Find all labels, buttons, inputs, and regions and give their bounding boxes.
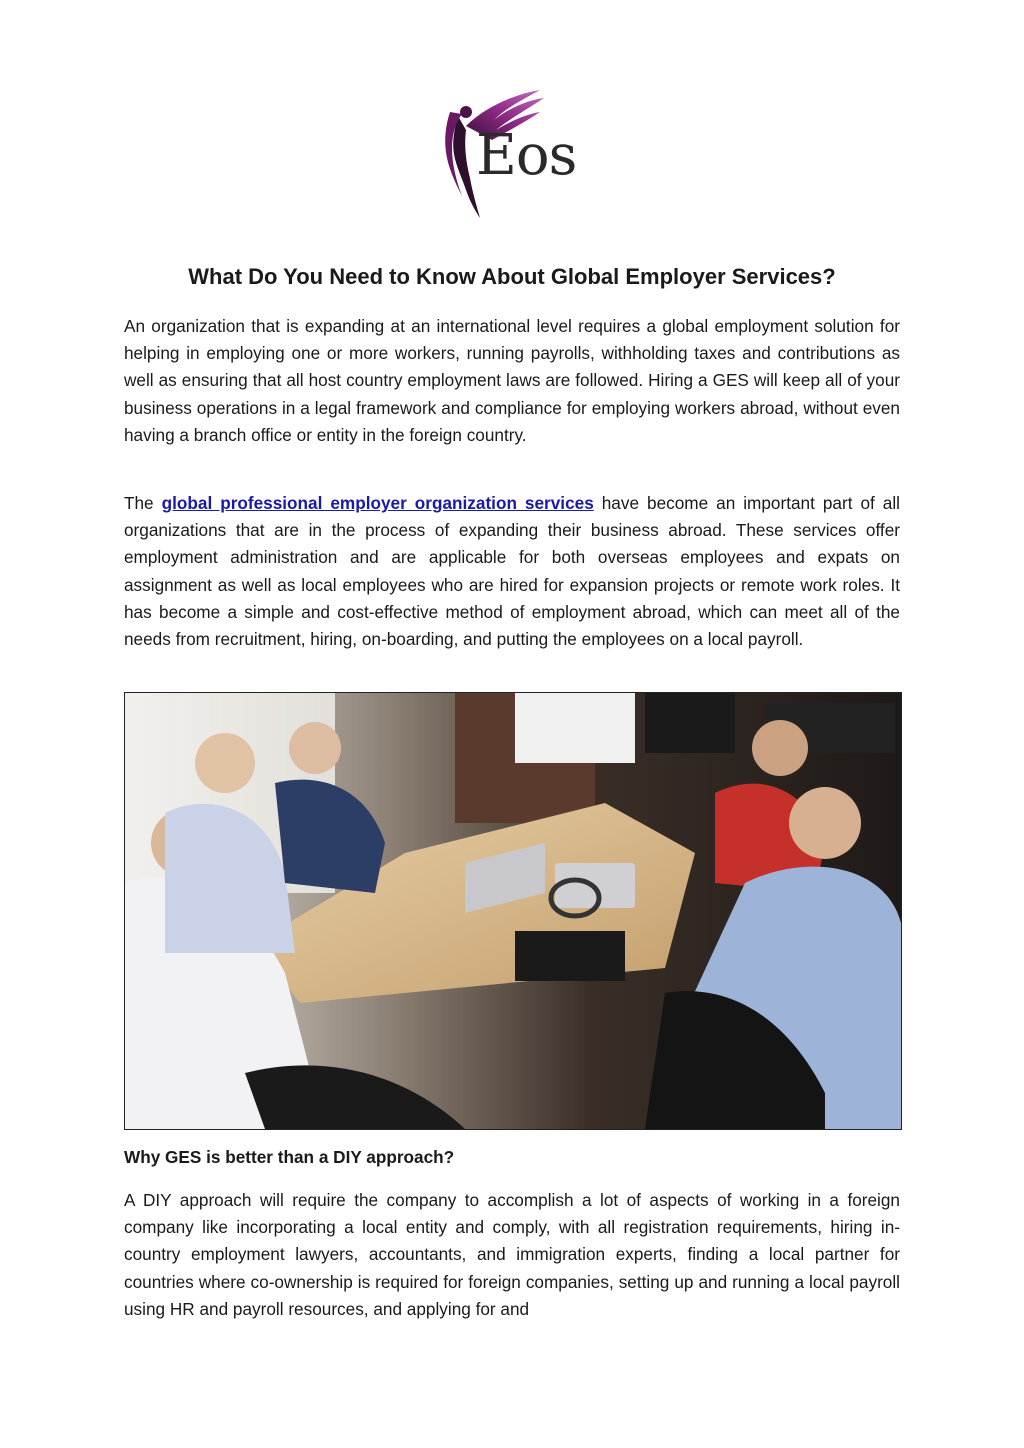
eos-logo <box>436 86 596 221</box>
diy-paragraph: A DIY approach will require the company to accomplish a lot of aspects of working in a foreign company like incorporating a local entity and comply, with all registration requirements, hiring in-country employment lawyers, accountants, and immigration experts, finding a local partner for countries where co-ownership is required for foreign companies, setting up and running a local payroll using HR and payroll resources, and applying for and <box>124 1190 900 1319</box>
section-subheading: Why GES is better than a DIY approach? <box>124 1147 455 1167</box>
global-peo-services-link[interactable]: global professional employer organization services <box>161 493 594 513</box>
pe-services-paragraph <box>124 490 900 653</box>
logo-wordmark: Eos <box>476 123 577 188</box>
intro-paragraph: An organization that is expanding at an international level requires a global employment solution for helping in employing one or more workers, running payrolls, withholding taxes and contributions as well as ensuring that all host country employment laws are followed. Hiring a GES will keep all of your business operations in a legal framework and compliance for employing workers abroad, without even having a branch office or entity in the foreign country. <box>124 316 900 445</box>
page-title: What Do You Need to Know About Global Employer Services? <box>188 264 836 289</box>
paragraph-text-after-link: have become an important part of all organizations that are in the process of expanding their business abroad. These services offer employment administration and are applicable for both overseas employees and expats on assignment as well as local employees who are hired for expansion projects or remote work roles. It has become a simple and cost-effective method of employment abroad, which can meet all of the needs from recruitment, hiring, on-boarding, and putting the employees on a local payroll. <box>124 493 900 650</box>
team-meeting-photo <box>124 692 902 1130</box>
paragraph-text-before-link: The <box>124 493 162 513</box>
